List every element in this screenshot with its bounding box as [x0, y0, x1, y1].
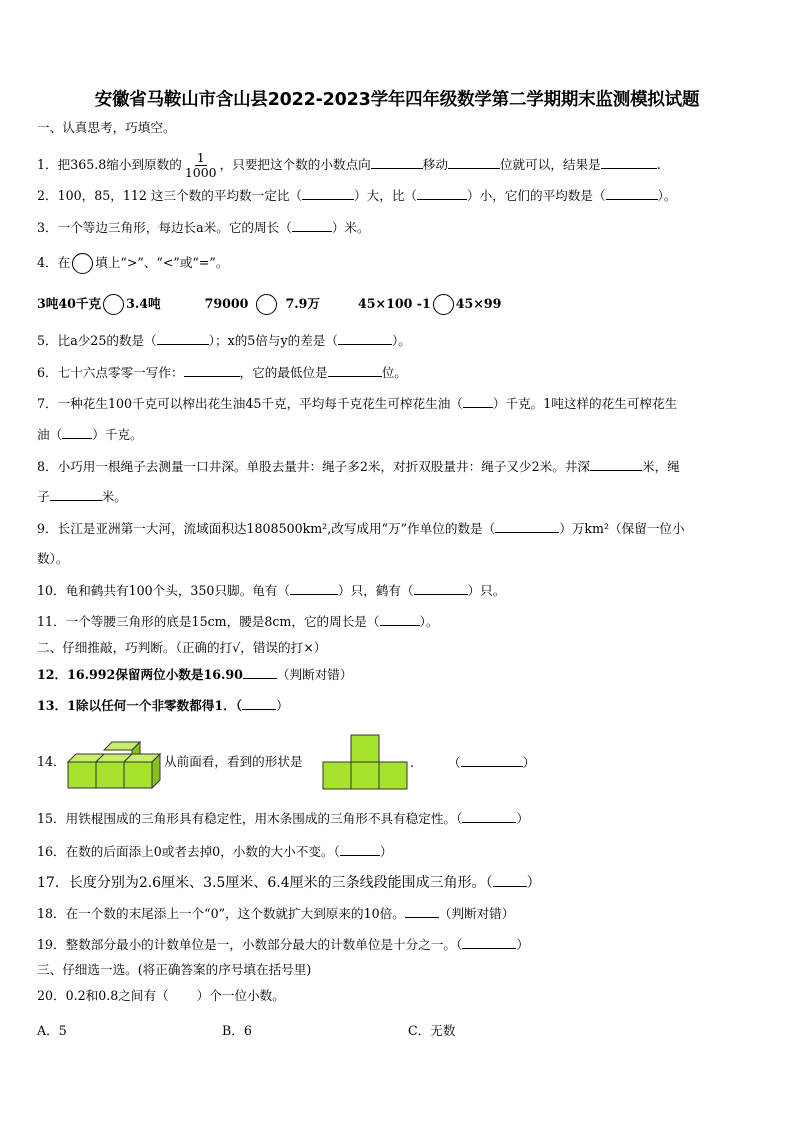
- front-view-square-top: [351, 735, 379, 762]
- option-b[interactable]: B．6: [222, 1023, 252, 1038]
- page-title: 安徽省马鞍山市含山县2022-2023学年四年级数学第二学期期末监测模拟试题: [94, 90, 700, 110]
- question-4-comparisons: 3吨40千克 3.4吨 79000 7.9万 45×100 -1 45×99: [37, 294, 501, 315]
- question-9-line-2: 数）。: [37, 551, 69, 566]
- question-9-line-1: 9．长江是亚洲第一大河，流域面积达1808500km²,改写成用“万”作单位的数是（ ）万km²（保留一位小: [37, 521, 685, 536]
- section-3-heading: 三、仔细选一选。(将正确答案的序号填在括号里): [37, 962, 312, 977]
- question-18: 18．在一个数的末尾添上一个“0”，这个数就扩大到原来的10倍。 （判断对错）: [37, 906, 515, 921]
- question-15: 15．用铁棍围成的三角形具有稳定性，用木条围成的三角形不具有稳定性。（ ）: [37, 811, 529, 826]
- compare-circle-2[interactable]: [256, 294, 277, 315]
- question-14-text: 从前面看，看到的形状是: [164, 754, 303, 769]
- question-16: 16．在数的后面添上0或者去掉0，小数的大小不变。（ ）: [37, 844, 393, 859]
- question-6: 6．七十六点零零一写作： ，它的最低位是 位。: [37, 365, 407, 380]
- compare-circle-1[interactable]: [103, 294, 124, 315]
- question-14-end: . （ ）: [410, 755, 536, 770]
- option-c[interactable]: C．无数: [408, 1023, 456, 1038]
- question-5: 5．比a少25的数是（ ）；x的5倍与y的差是（ ）。: [37, 333, 411, 348]
- fraction-1-over-1000: $\frac{1}{1000}$: [184, 150, 217, 180]
- question-3: 3．一个等边三角形，每边长a米。它的周长（ ）米。: [37, 220, 370, 235]
- question-19: 19．整数部分最小的计数单位是一，小数部分最大的计数单位是十分之一。（ ）: [37, 937, 529, 952]
- question-2: 2．100，85，112 这三个数的平均数一定比（ ）大，比（ ）小，它们的平均数是（ ）。: [37, 188, 677, 203]
- compare-circle-3[interactable]: [433, 294, 454, 315]
- question-11: 11．一个等腰三角形的底是15cm，腰是8cm，它的周长是（ ）。: [37, 614, 439, 629]
- question-7-line-2: 油（ ）千克。: [37, 427, 143, 442]
- question-10: 10．龟和鹤共有100个头，350只脚。龟有（ ）只，鹤有（ ）只。: [37, 583, 506, 598]
- question-17: 17．长度分别为2.6厘米、3.5厘米、6.4厘米的三条线段能围成三角形。（ ）: [37, 875, 541, 891]
- question-20: 20．0.2和0.8之间有（ ）个一位小数。: [37, 988, 285, 1003]
- question-7-line-1: 7．一种花生100千克可以榨出花生油45千克，平均每千克花生可榨花生油（ ）千克。1吨这样的花生可榨花生: [37, 396, 678, 411]
- question-8-line-2: 子 米。: [37, 489, 127, 504]
- cube-front-face: [68, 762, 96, 788]
- question-13: 13．1除以任何一个非零数都得1．（ ）: [37, 698, 289, 713]
- question-4: 4．在 填上“>”、“<”或“=”。: [37, 253, 228, 274]
- question-8-line-1: 8．小巧用一根绳子去测量一口井深。单股去量井：绳子多2米，对折双股量井：绳子又少2米。井深 米，绳: [37, 459, 680, 474]
- option-a[interactable]: A．5: [37, 1023, 67, 1038]
- question-1: 1．把365.8缩小到原数的 $\frac{1}{1000}$ ，只要把这个数的小数点向 移动 位就可以，结果是 .: [37, 150, 661, 180]
- question-14-number: 14．: [37, 754, 66, 769]
- question-12: 12．16.992保留两位小数是16.90 （判断对错）: [37, 667, 353, 682]
- section-1-heading: 一、认真思考，巧填空。: [37, 120, 176, 135]
- section-2-heading: 二、仔细推敲，巧判断。（正确的打√，错误的打×）: [37, 640, 327, 655]
- front-view-figure: [322, 733, 408, 791]
- cube-stack-figure: [66, 741, 164, 790]
- circle-blank: [72, 253, 93, 274]
